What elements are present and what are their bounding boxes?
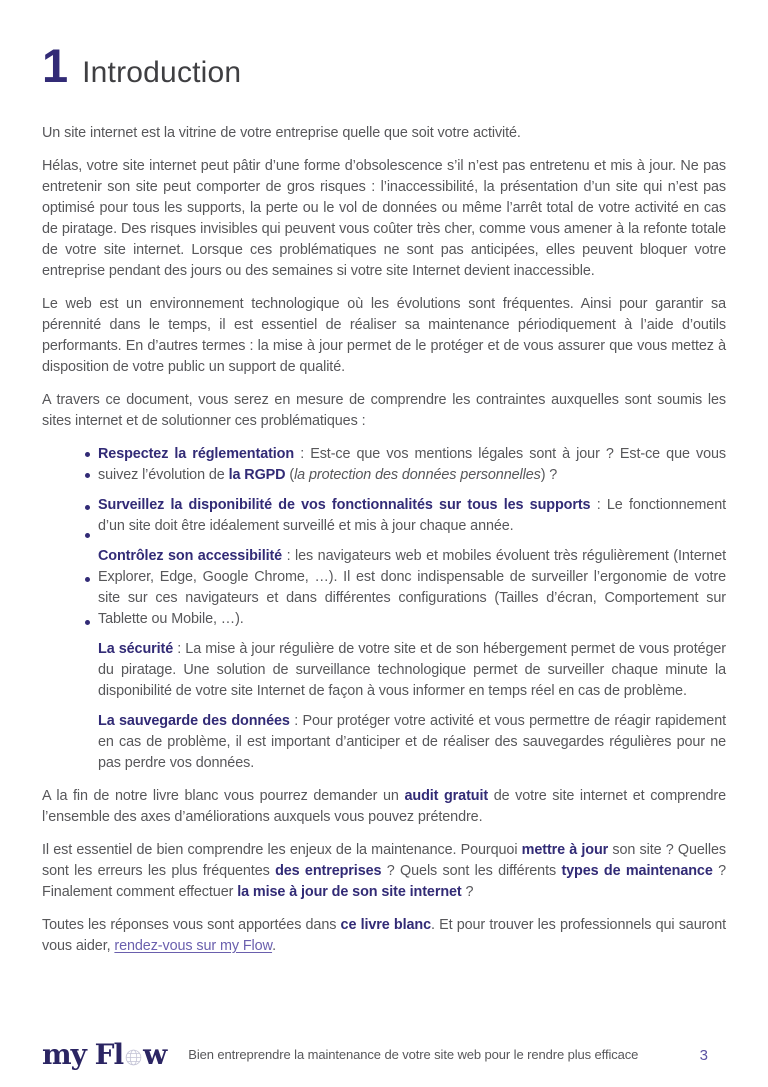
text-segment: ce livre blanc	[340, 917, 431, 933]
paragraph-web-environment	[42, 294, 726, 378]
page-footer	[0, 1039, 768, 1071]
text-segment: : La mise à jour régulière de votre site et de son hébergement permet de vous protéger du piratage. Une solution de surveillance technologique permet de surveiller chaque minute la disponibilité de votre site Internet de façon à vous informer en temps réel en cas de problème.	[98, 641, 726, 699]
text-segment: types de maintenance	[561, 863, 713, 879]
paragraph-backup	[98, 711, 726, 774]
text-segment: des entreprises	[275, 863, 382, 879]
text-segment: Toutes les réponses vous sont apportées dans	[42, 917, 341, 933]
text-segment: ? Quels sont les différents	[381, 863, 562, 879]
text-segment: Respectez la réglementation	[98, 446, 295, 462]
text-segment: . Et pour trouver les professionnels qui sauront vous aider,	[42, 917, 726, 954]
text-segment: : Pour protéger votre activité et vous permettre de réagir rapidement en cas de problème, il est important d’anticiper et de réaliser des sauvegardes régulières pour ne pas perdre vos données.	[98, 713, 726, 771]
text-segment: La sécurité	[98, 641, 174, 657]
bullet-item-regulation	[98, 444, 726, 486]
text-segment: Le web est un environnement technologique où les évolutions sont fréquentes. Ainsi pour garantir sa pérennité dans le temps, il est essentiel de réaliser sa maintenance périodiquement à l’aide d’outils performants. En d’autres termes : la mise à jour permet de le protéger et de vous assurer que vous mettez à disposition de votre public un support de qualité.	[42, 296, 726, 375]
footer-logo	[42, 1039, 166, 1071]
text-segment: de votre site internet et comprendre l’ensemble des axes d’améliorations auxquels vous pouvez prétendre.	[42, 788, 726, 825]
text-segment: (	[285, 467, 295, 483]
paragraph-obsolescence	[42, 156, 726, 282]
text-segment: la mise à jour de son site internet	[237, 884, 462, 900]
section-heading	[42, 39, 726, 92]
footer-tagline: Bien entreprendre la maintenance de votre site web pour le rendre plus efficace	[188, 1047, 639, 1063]
text-segment: Surveillez la disponibilité de vos fonctionnalités sur tous les supports	[98, 497, 591, 513]
footer-logo-text: my Fl	[42, 1038, 124, 1071]
paragraph-stakes	[42, 840, 726, 903]
paragraph-audit	[42, 786, 726, 828]
text-segment: A la fin de notre livre blanc vous pourrez demander un	[42, 788, 405, 804]
paragraph-lead-in	[42, 390, 726, 432]
paragraph-intro	[42, 123, 726, 144]
bullet-dot	[85, 533, 90, 538]
text-segment: son site ? Quelles sont les erreurs les plus fréquentes	[42, 842, 726, 879]
text-segment: A travers ce document, vous serez en mesure de comprendre les contraintes auxquelles sont soumis les sites internet et de solutionner ces problématiques :	[42, 392, 726, 429]
text-segment: ?	[461, 884, 474, 900]
text-segment: ) ?	[540, 467, 558, 483]
bullet-dot	[85, 505, 90, 510]
text-segment: : Le fonctionnement d’un site doit être idéalement surveillé et mis à jour chaque année.	[98, 497, 726, 534]
bullet-item-accessibility	[98, 546, 726, 630]
text-segment: La sauvegarde des données	[98, 713, 290, 729]
globe-icon	[125, 1043, 142, 1071]
text-segment: Contrôlez son accessibilité	[98, 548, 283, 564]
bullet-dot	[85, 577, 90, 582]
bullet-list	[98, 444, 726, 774]
text-segment: mettre à jour	[521, 842, 609, 858]
text-segment: la protection des données personnelles	[294, 467, 541, 483]
paragraph-security	[98, 639, 726, 702]
text-segment: la RGPD	[228, 467, 286, 483]
bullet-dot	[85, 473, 90, 478]
text-segment: Hélas, votre site internet peut pâtir d’une forme d’obsolescence s’il n’est pas entretenu et mis à jour. Ne pas entretenir son site peut comporter de gros risques : l’inaccessibilité, la présentation d’un site qui n’est pas optimisé pour tous les supports, la perte ou le vol de données ou même l’arrêt total de votre activité en cas de piratage. Des risques invisibles qui peuvent vous coûter très cher, comme vous amener à la refonte totale de votre site internet. Lorsque ces problématiques ne sont pas anticipées, elles peuvent bloquer votre entreprise pendant des jours ou des semaines si votre site Internet devient inaccessible.	[42, 158, 726, 279]
paragraph-answers	[42, 915, 726, 957]
text-segment: ? Finalement comment effectuer	[42, 863, 727, 900]
section-number: 1	[42, 39, 69, 92]
text-segment: : les navigateurs web et mobiles évoluent très régulièrement (Internet Explorer, Edge, Google Chrome, …). Il est donc indispensable de surveiller l’ergonomie de votre site sur ces navigateurs et dans différentes configurations (Tailles d’écran, Comportement sur Tablette ou Mobile, …).	[98, 548, 726, 627]
page-number: 3	[699, 1046, 708, 1064]
footer-logo-text: w	[143, 1038, 167, 1071]
bullet-dot	[85, 452, 90, 457]
text-segment: .	[272, 938, 276, 954]
myflow-link[interactable]: rendez-vous sur my Flow	[114, 938, 273, 954]
text-segment: : Est-ce que vos mentions légales sont à jour ? Est-ce que vous suivez l’évolution de	[98, 446, 727, 483]
bullet-item-availability	[98, 495, 726, 537]
text-segment: audit gratuit	[404, 788, 489, 804]
section-title: Introduction	[82, 56, 242, 89]
text-segment: Un site internet est la vitrine de votre entreprise quelle que soit votre activité.	[42, 125, 521, 141]
text-segment: Il est essentiel de bien comprendre les enjeux de la maintenance. Pourquoi	[42, 842, 522, 858]
bullet-dot	[85, 620, 90, 625]
